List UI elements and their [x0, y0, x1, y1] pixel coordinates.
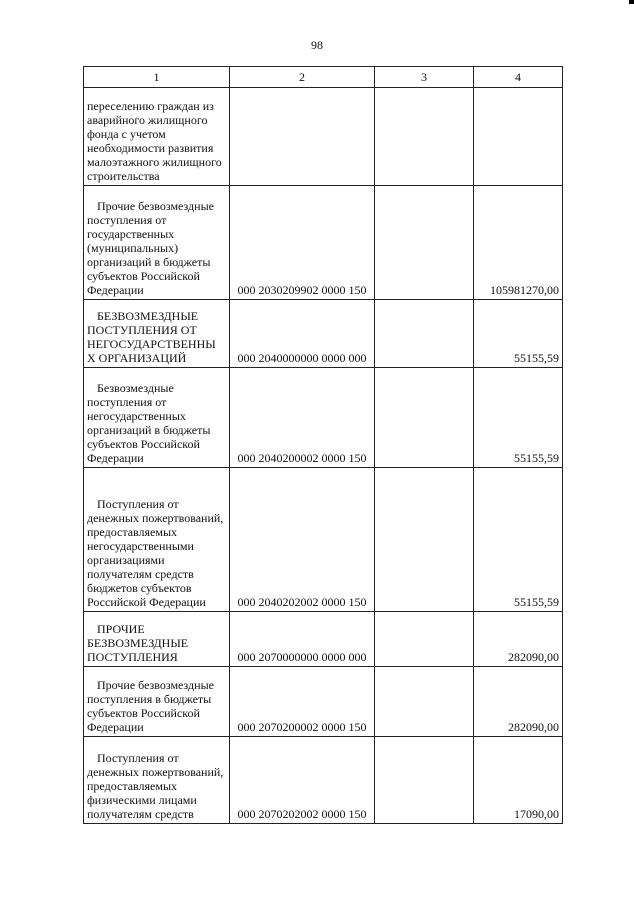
row-col3	[375, 667, 474, 737]
budget-revenue-table	[83, 66, 563, 824]
row-col3	[375, 88, 474, 186]
row-col3	[375, 468, 474, 612]
table-row	[84, 468, 563, 612]
table-row	[84, 368, 563, 468]
row-code: 000 2040000000 0000 000	[230, 300, 375, 368]
row-name: ПРОЧИЕ БЕЗВОЗМЕЗДНЫЕ ПОСТУПЛЕНИЯ	[87, 622, 189, 664]
row-code: 000 2070000000 0000 000	[230, 612, 375, 667]
row-amount: 55155,59	[474, 368, 563, 468]
row-name: Поступления от денежных пожертвований, предоставляемых физическими лицами получателям средств	[87, 751, 224, 821]
row-col3	[375, 737, 474, 824]
row-name: переселению граждан из аварийного жилищного фонда с учетом необходимости развития малоэтажного жилищного строительства	[84, 88, 230, 186]
row-amount	[474, 88, 563, 186]
row-name: Безвозмездные поступления от негосударственных организаций в бюджеты субъектов Российской Федерации	[87, 381, 211, 465]
row-amount: 282090,00	[474, 667, 563, 737]
row-amount: 55155,59	[474, 300, 563, 368]
header-col-2: 2	[230, 67, 375, 88]
row-col3	[375, 612, 474, 667]
row-code: 000 2070202002 0000 150	[230, 737, 375, 824]
table-row	[84, 186, 563, 300]
header-col-1: 1	[84, 67, 230, 88]
table-row	[84, 737, 563, 824]
row-code: 000 2040200002 0000 150	[230, 368, 375, 468]
row-col3	[375, 300, 474, 368]
table-header-row	[84, 67, 563, 88]
row-name: Прочие безвозмездные поступления от государственных (муниципальных) организаций в бюджеты субъектов Российской Федерации	[87, 199, 214, 297]
row-col3	[375, 368, 474, 468]
row-amount: 105981270,00	[474, 186, 563, 300]
row-name: БЕЗВОЗМЕЗДНЫЕ ПОСТУПЛЕНИЯ ОТ НЕГОСУДАРСТВЕННЫ Х ОРГАНИЗАЦИЙ	[87, 309, 216, 365]
corner-scan-mark	[629, 0, 634, 4]
row-amount: 17090,00	[474, 737, 563, 824]
row-amount: 55155,59	[474, 468, 563, 612]
table-row	[84, 300, 563, 368]
row-code	[230, 88, 375, 186]
row-col3	[375, 186, 474, 300]
row-code: 000 2040202002 0000 150	[230, 468, 375, 612]
row-code: 000 2070200002 0000 150	[230, 667, 375, 737]
header-col-4: 4	[474, 67, 563, 88]
table-row	[84, 612, 563, 667]
table-row	[84, 667, 563, 737]
row-name: Прочие безвозмездные поступления в бюджеты субъектов Российской Федерации	[87, 678, 214, 734]
row-name: Поступления от денежных пожертвований, предоставляемых негосударственными организациями получателям средств бюджетов субъектов Российской Федерации	[87, 497, 224, 609]
header-col-3: 3	[375, 67, 474, 88]
row-amount: 282090,00	[474, 612, 563, 667]
row-code: 000 2030209902 0000 150	[230, 186, 375, 300]
page-number: 98	[311, 38, 323, 52]
table-row	[84, 88, 563, 186]
